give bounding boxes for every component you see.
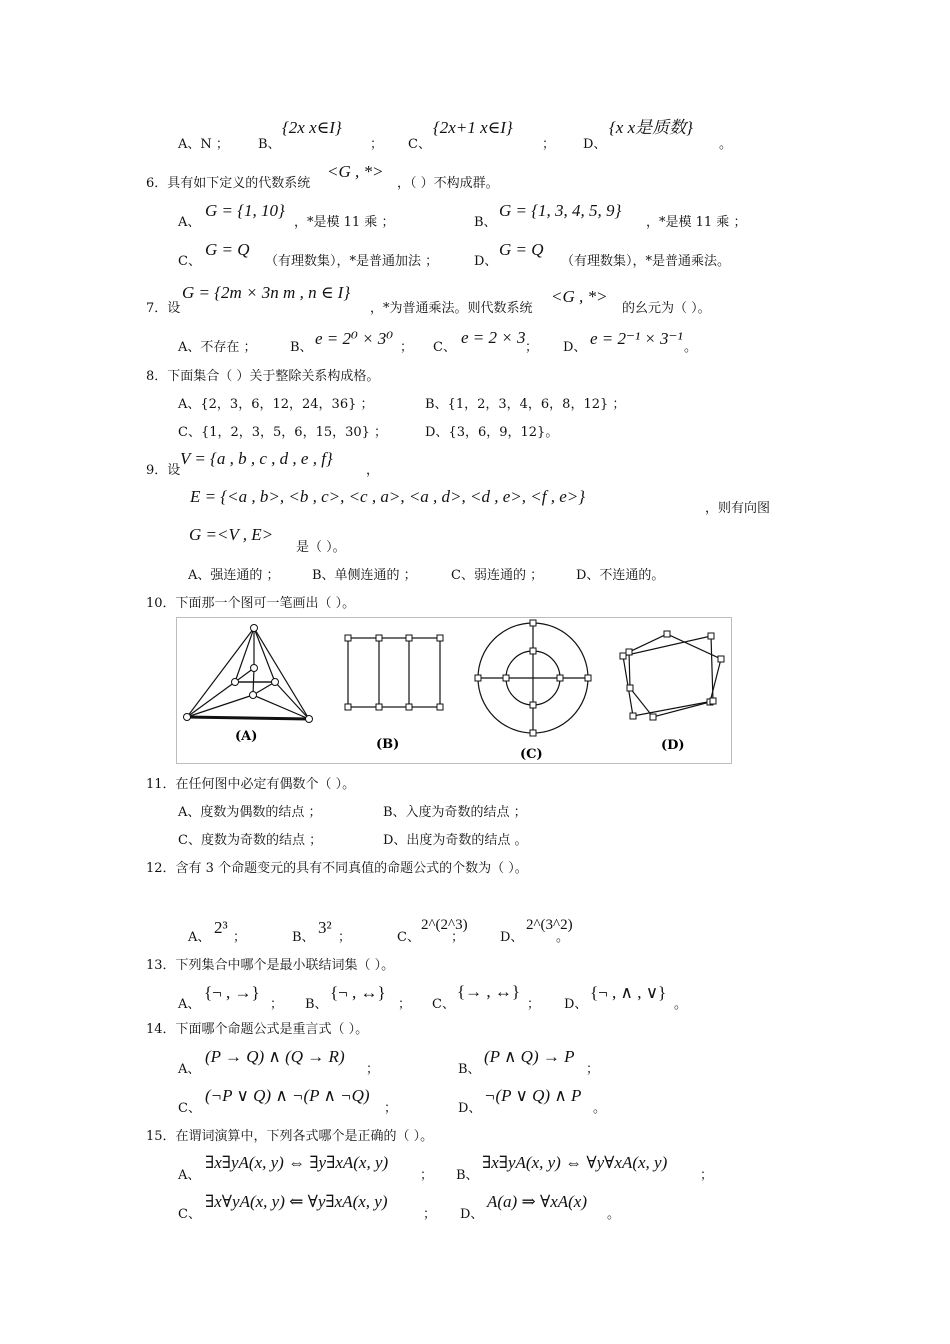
q9-vertex-set-end: ，	[366, 463, 380, 478]
q12-stem: 12．含有 3 个命题变元的具有不同真值的命题公式的个数为（ ）。	[146, 861, 528, 876]
q5-option-b-label: B、	[258, 137, 281, 152]
q8-option-b: B、{1，2，3，4，6，8，12} ；	[425, 397, 626, 412]
q14-stem: 14．下面哪个命题公式是重言式（ ）。	[146, 1022, 369, 1037]
q12-option-a-end: ；	[233, 930, 247, 945]
q7-option-a: A、不存在 ；	[178, 340, 257, 355]
q10-label-a: (A)	[235, 729, 258, 744]
q6-stem: 6．具有如下定义的代数系统	[146, 176, 311, 191]
q7-stem: 7．设	[146, 301, 181, 316]
q7-set-formula: G = {2m × 3n m , n ∈ I}	[182, 283, 351, 302]
q15-option-a-end: ；	[420, 1168, 434, 1183]
q11-option-b: B、入度为奇数的结点 ；	[383, 805, 527, 820]
q13-option-c-end: ；	[527, 997, 541, 1012]
q13-option-c-formula: {→ , ↔}	[457, 982, 521, 1001]
q9-edge-set-text: ，则有向图	[705, 501, 771, 516]
q14-option-a-label: A、	[178, 1062, 201, 1077]
q5-option-b-formula: {2x x∈I}	[282, 118, 342, 137]
q6-option-a-text: ，*是模 11 乘 ；	[294, 215, 395, 230]
q7-option-b-label: B、	[290, 340, 313, 355]
q12-option-b-formula: 3²	[318, 918, 332, 937]
q9-graph-text: 是（ ）。	[296, 540, 346, 555]
q12-option-c-label: C、	[397, 930, 420, 945]
q13-option-a-label: A、	[178, 997, 201, 1012]
q15-option-d-label: D、	[460, 1207, 484, 1222]
q5-option-d-formula: {x x是质数}	[609, 118, 693, 137]
q13-option-d-formula: {¬ , ∧ , ∨}	[590, 983, 667, 1002]
q11-option-a: A、度数为偶数的结点 ；	[178, 805, 322, 820]
q9-option-d: D、不连通的。	[576, 568, 665, 583]
q14-option-a-formula: (P → Q) ∧ (Q → R)	[205, 1047, 345, 1066]
q15-option-b-end: ；	[700, 1168, 714, 1183]
q12-option-d-label: D、	[500, 930, 524, 945]
q9-option-c: C、弱连通的 ；	[451, 568, 544, 583]
q10-label-b: (B)	[376, 737, 400, 752]
q14-option-b-formula: (P ∧ Q) → P	[484, 1047, 575, 1066]
q15-option-b-formula: ∃x∃yA(x, y) ⇔ ∀y∀xA(x, y)	[482, 1153, 668, 1172]
q15-option-d-formula: A(a) ⇒ ∀xA(x)	[487, 1192, 588, 1211]
q6-option-d-text: （有理数集），*是普通乘法。	[561, 254, 731, 269]
q6-option-d-formula: G = Q	[499, 240, 544, 259]
q14-option-b-label: B、	[458, 1062, 481, 1077]
q14-option-d-formula: ¬(P ∨ Q) ∧ P	[484, 1086, 582, 1105]
q6-option-d-label: D、	[474, 254, 498, 269]
q14-option-c-formula: (¬P ∨ Q) ∧ ¬(P ∧ ¬Q)	[205, 1086, 370, 1105]
graph-d	[623, 634, 721, 717]
q5-option-d-label: D、	[583, 137, 607, 152]
q15-option-c-formula: ∃x∀yA(x, y) ⇐ ∀y∃xA(x, y)	[205, 1192, 388, 1211]
q15-option-b-label: B、	[456, 1168, 479, 1183]
q7-option-b-formula: e = 2⁰ × 3⁰	[315, 329, 394, 348]
q12-option-a-formula: 2³	[214, 918, 228, 937]
q10-graph-figures	[176, 617, 732, 764]
q8-stem: 8．下面集合（ ）关于整除关系构成格。	[146, 369, 380, 384]
q8-option-d: D、{3，6，9，12}。	[425, 425, 559, 440]
q7-option-c-formula: e = 2 × 3	[461, 328, 526, 347]
q11-option-d: D、出度为奇数的结点 。	[383, 833, 528, 848]
q7-option-c-end: ；	[525, 340, 539, 355]
q15-option-d-end: 。	[607, 1207, 621, 1222]
q13-option-c-label: C、	[432, 997, 455, 1012]
q15-option-c-end: ；	[423, 1207, 437, 1222]
q15-stem: 15．在谓词演算中，下列各式哪个是正确的（ ）。	[146, 1129, 434, 1144]
q7-option-d-formula: e = 2⁻¹ × 3⁻¹	[590, 329, 683, 348]
q6-option-a-label: A、	[178, 215, 201, 230]
q6-option-c-label: C、	[178, 254, 201, 269]
q10-graph-drawings	[177, 618, 731, 763]
q12-option-c-end: ；	[451, 930, 465, 945]
graph-c	[478, 623, 588, 733]
q14-option-c-end: ；	[384, 1101, 398, 1116]
q12-option-b-label: B、	[292, 930, 315, 945]
q5-option-a: A、N ；	[178, 137, 229, 152]
q6-option-b-text: ，*是模 11 乘 ；	[646, 215, 747, 230]
q13-option-d-label: D、	[564, 997, 588, 1012]
q12-option-a-label: A、	[188, 930, 211, 945]
q11-stem: 11．在任何图中必定有偶数个（ ）。	[146, 777, 356, 792]
q6-option-c-formula: G = Q	[205, 240, 250, 259]
q12-option-d-end: 。	[556, 930, 570, 945]
q6-option-a-formula: G = {1, 10}	[205, 201, 285, 220]
q5-option-d-end: 。	[719, 137, 733, 152]
q13-option-b-label: B、	[305, 997, 328, 1012]
q6-option-c-text: （有理数集），*是普通加法 ；	[265, 254, 439, 269]
q12-option-d-formula: 2^(3^2)	[526, 917, 573, 933]
q7-system-formula: <G , *>	[551, 287, 608, 306]
q5-option-c-label: C、	[408, 137, 431, 152]
graph-a	[187, 628, 309, 719]
q13-stem: 13．下列集合中哪个是最小联结词集（ ）。	[146, 958, 395, 973]
q10-label-d: (D)	[661, 738, 685, 753]
q13-option-b-formula: {¬ , ↔}	[330, 983, 386, 1002]
q12-option-c-formula: 2^(2^3)	[421, 917, 468, 933]
q7-option-d-label: D、	[563, 340, 587, 355]
q13-option-a-end: ；	[270, 997, 284, 1012]
q13-option-a-formula: {¬ , →}	[204, 983, 260, 1002]
q7-stem-end: 的幺元为（ ）。	[622, 301, 711, 316]
q5-option-c-formula: {2x+1 x∈I}	[433, 118, 513, 137]
q12-option-b-end: ；	[338, 930, 352, 945]
q8-option-c: C、{1，2，3，5，6，15，30} ；	[178, 425, 388, 440]
q9-edge-set: E = {<a , b>, <b , c>, <c , a>, <a , d>, <d , e>, <f , e>}	[190, 487, 586, 506]
q14-option-c-label: C、	[178, 1101, 201, 1116]
q9-graph-formula: G =<V , E>	[189, 525, 274, 544]
q7-option-d-end: 。	[684, 340, 698, 355]
q14-option-d-label: D、	[458, 1101, 482, 1116]
q11-option-c: C、度数为奇数的结点 ；	[178, 833, 323, 848]
q6-system-formula: <G , *>	[327, 162, 384, 181]
q13-option-d-end: 。	[674, 997, 688, 1012]
q5-option-c-end: ；	[542, 137, 556, 152]
graph-b	[348, 638, 440, 707]
q6-option-b-formula: G = {1, 3, 4, 5, 9}	[499, 201, 622, 220]
q14-option-b-end: ；	[586, 1062, 600, 1077]
q7-stem-middle: ，*为普通乘法。则代数系统	[370, 301, 533, 316]
q6-option-b-label: B、	[474, 215, 497, 230]
q7-option-b-end: ；	[400, 340, 414, 355]
q7-option-c-label: C、	[433, 340, 456, 355]
q15-option-c-label: C、	[178, 1207, 201, 1222]
q9-option-a: A、强连通的 ；	[188, 568, 280, 583]
q9-stem: 9．设	[146, 463, 181, 478]
q10-stem: 10．下面那一个图可一笔画出（ ）。	[146, 596, 356, 611]
q15-option-a-formula: ∃x∃yA(x, y) ⇔ ∃y∃xA(x, y)	[205, 1153, 389, 1172]
q9-vertex-set: V = {a , b , c , d , e , f}	[180, 449, 333, 468]
q9-option-b: B、单侧连通的 ；	[312, 568, 417, 583]
q8-option-a: A、{2，3，6，12，24，36} ；	[178, 397, 374, 412]
q14-option-d-end: 。	[593, 1101, 607, 1116]
q5-option-b-end: ；	[370, 137, 384, 152]
q15-option-a-label: A、	[178, 1168, 201, 1183]
q14-option-a-end: ；	[366, 1062, 380, 1077]
q10-label-c: (C)	[520, 747, 543, 762]
q13-option-b-end: ；	[398, 997, 412, 1012]
q6-stem-end: ，（ ）不构成群。	[397, 176, 499, 191]
